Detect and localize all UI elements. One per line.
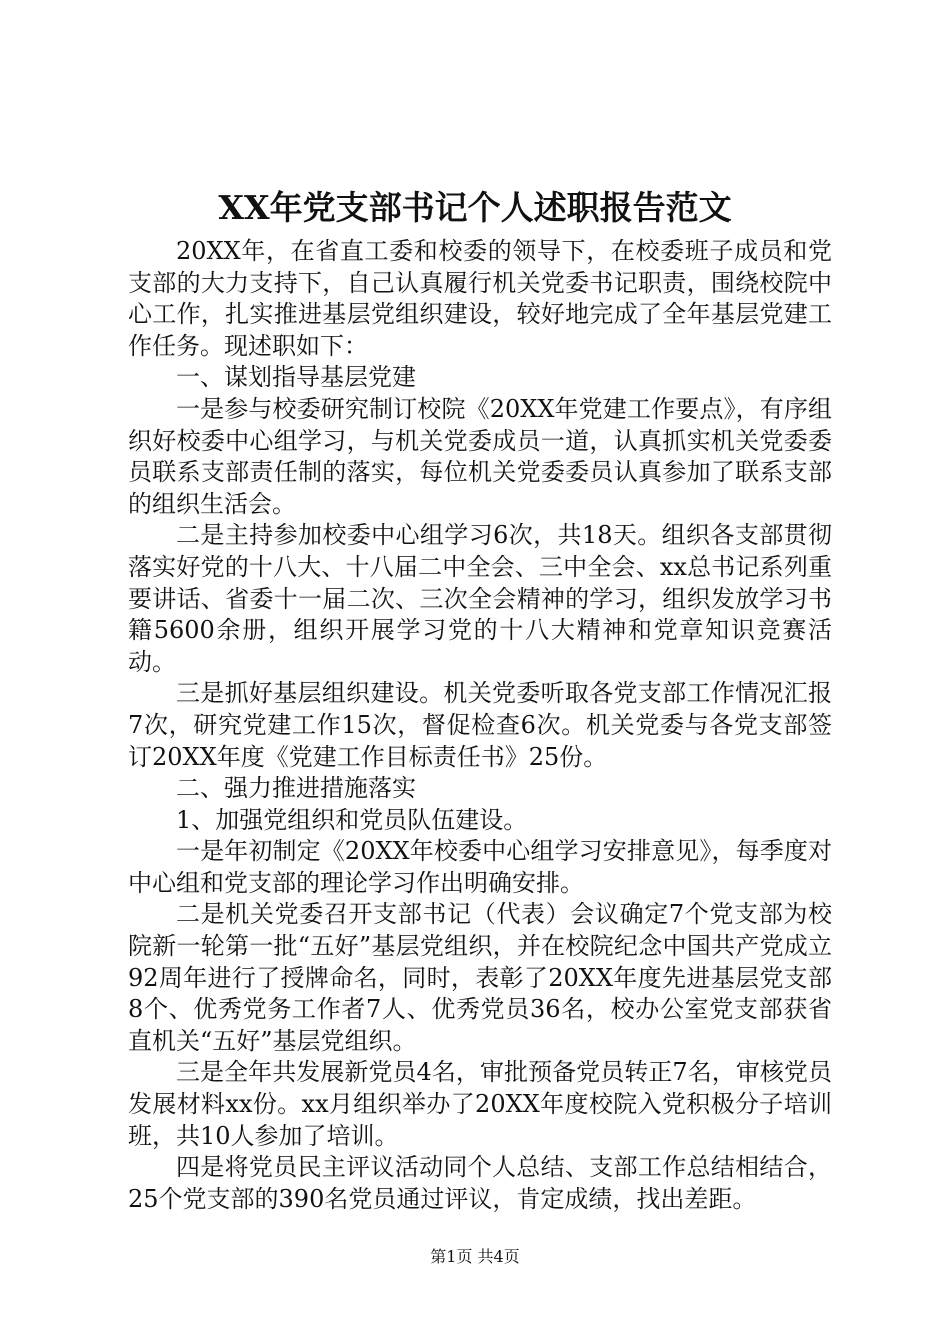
section-heading-2: 二、强力推进措施落实 xyxy=(176,774,416,803)
paragraph-1-3: 三是抓好基层组织建设。机关党委听取各党支部工作情况汇报7次，研究党建工作15次，督促检查6次。机关党委与各党支部签订20XX年度《党建工作目标责任书》25份。 xyxy=(128,679,832,771)
paragraph-2-1: 一是年初制定《20XX年校委中心组学习安排意见》，每季度对中心组和党支部的理论学习作出明确安排。 xyxy=(128,837,832,897)
document-title: XX年党支部书记个人述职报告范文 xyxy=(218,188,732,227)
paragraph-intro: 20XX年，在省直工委和校委的领导下，在校委班子成员和党支部的大力支持下，自己认真履行机关党委书记职责，围绕校院中心工作，扎实推进基层党组织建设，较好地完成了全年基层党建工作任务。现述职如下： xyxy=(128,237,832,360)
document-body xyxy=(128,236,832,1215)
subsection-heading-2-1: 1、加强党组织和党员队伍建设。 xyxy=(176,805,528,834)
paragraph-2-2: 二是机关党委召开支部书记（代表）会议确定7个党支部为校院新一轮第一批“五好”基层党组织，并在校院纪念中国共产党成立92周年进行了授牌命名，同时，表彰了20XX年度先进基层党支部8个、优秀党务工作者7人、优秀党员36名，校办公室党支部获省直机关“五好”基层党组织。 xyxy=(128,900,832,1055)
paragraph-1-1: 一是参与校委研究制订校院《20XX年党建工作要点》，有序组织好校委中心组学习，与机关党委成员一道，认真抓实机关党委委员联系支部责任制的落实，每位机关党委委员认真参加了联系支部的组织生活会。 xyxy=(128,394,832,518)
page-footer: 第1页 共4页 xyxy=(430,1247,520,1266)
paragraph-2-3: 三是全年共发展新党员4名，审批预备党员转正7名，审核党员发展材料xx份。xx月组织举办了20XX年度校院入党积极分子培训班，共10人参加了培训。 xyxy=(128,1058,832,1150)
paragraph-2-4: 四是将党员民主评议活动同个人总结、支部工作总结相结合，25个党支部的390名党员通过评议，肯定成绩，找出差距。 xyxy=(128,1153,832,1213)
section-heading-1: 一、谋划指导基层党建 xyxy=(176,363,416,392)
paragraph-1-2: 二是主持参加校委中心组学习6次，共18天。组织各支部贯彻落实好党的十八大、十八届二中全会、三中全会、xx总书记系列重要讲话、省委十一届二次、三次全会精神的学习，组织发放学习书籍5600余册，组织开展学习党的十八大精神和党章知识竞赛活动。 xyxy=(128,521,832,676)
